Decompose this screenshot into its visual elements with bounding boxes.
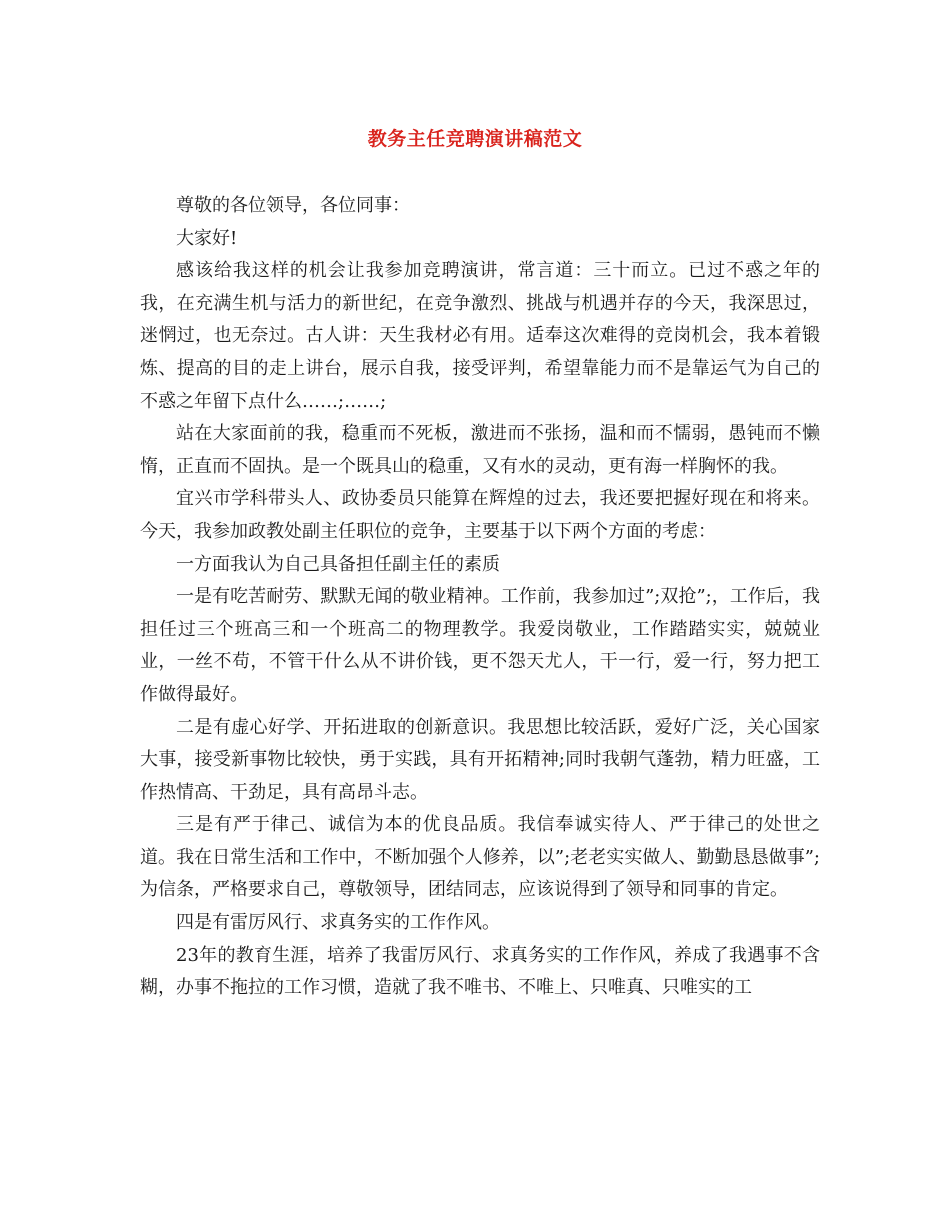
paragraph: 23年的教育生涯，培养了我雷厉风行、求真务实的工作作风，养成了我遇事不含糊，办事不拖拉的工作习惯，造就了我不唯书、不唯上、只唯真、只唯实的工 [140,944,820,999]
paragraph: 感该给我这样的机会让我参加竞聘演讲，常言道：三十而立。已过不惑之年的我，在充满生机与活力的新世纪，在竞争激烈、挑战与机遇并存的今天，我深思过，迷惘过，也无奈过。古人讲：天生我材必有用。适奉这次难得的竞岗机会，我本着锻炼、提高的目的走上讲台，展示自我，接受评判，希望靠能力而不是靠运气为自己的不惑之年留下点什么……;……; [140,260,820,412]
paragraph: 一是有吃苦耐劳、默默无闻的敬业精神。工作前，我参加过”;双抢”;，工作后，我担任过三个班高三和一个班高二的物理教学。我爱岗敬业，工作踏踏实实，兢兢业业，一丝不苟，不管干什么从不讲价钱，更不怨天尤人，干一行，爱一行，努力把工作做得最好。 [140,586,820,705]
paragraph: 大家好! [176,227,238,249]
paragraph: 宜兴市学科带头人、政协委员只能算在辉煌的过去，我还要把握好现在和将来。今天，我参加政教处副主任职位的竞争，主要基于以下两个方面的考虑： [140,488,820,542]
paragraph: 三是有严于律己、诚信为本的优良品质。我信奉诚实待人、严于律己的处世之道。我在日常生活和工作中，不断加强个人修养，以”;老老实实做人、勤勤恳恳做事”;为信条，严格要求自己，尊敬领导，团结同志，应该说得到了领导和同事的肯定。 [140,814,820,901]
paragraph: 站在大家面前的我，稳重而不死板，激进而不张扬，温和而不懦弱，愚钝而不懒惰，正直而不固执。是一个既具山的稳重，又有水的灵动，更有海一样胸怀的我。 [140,423,820,477]
paragraph: 一方面我认为自己具备担任副主任的素质 [176,553,500,575]
document-title: 教务主任竞聘演讲稿范文 [367,128,583,150]
paragraph: 四是有雷厉风行、求真务实的工作作风。 [176,912,500,934]
paragraph: 尊敬的各位领导，各位同事： [176,195,410,216]
paragraph: 二是有虚心好学、开拓进取的创新意识。我思想比较活跃，爱好广泛，关心国家大事，接受新事物比较快，勇于实践，具有开拓精神;同时我朝气蓬勃，精力旺盛，工作热情高、干劲足，具有高昂斗志。 [140,716,820,803]
document-body [140,190,820,1005]
